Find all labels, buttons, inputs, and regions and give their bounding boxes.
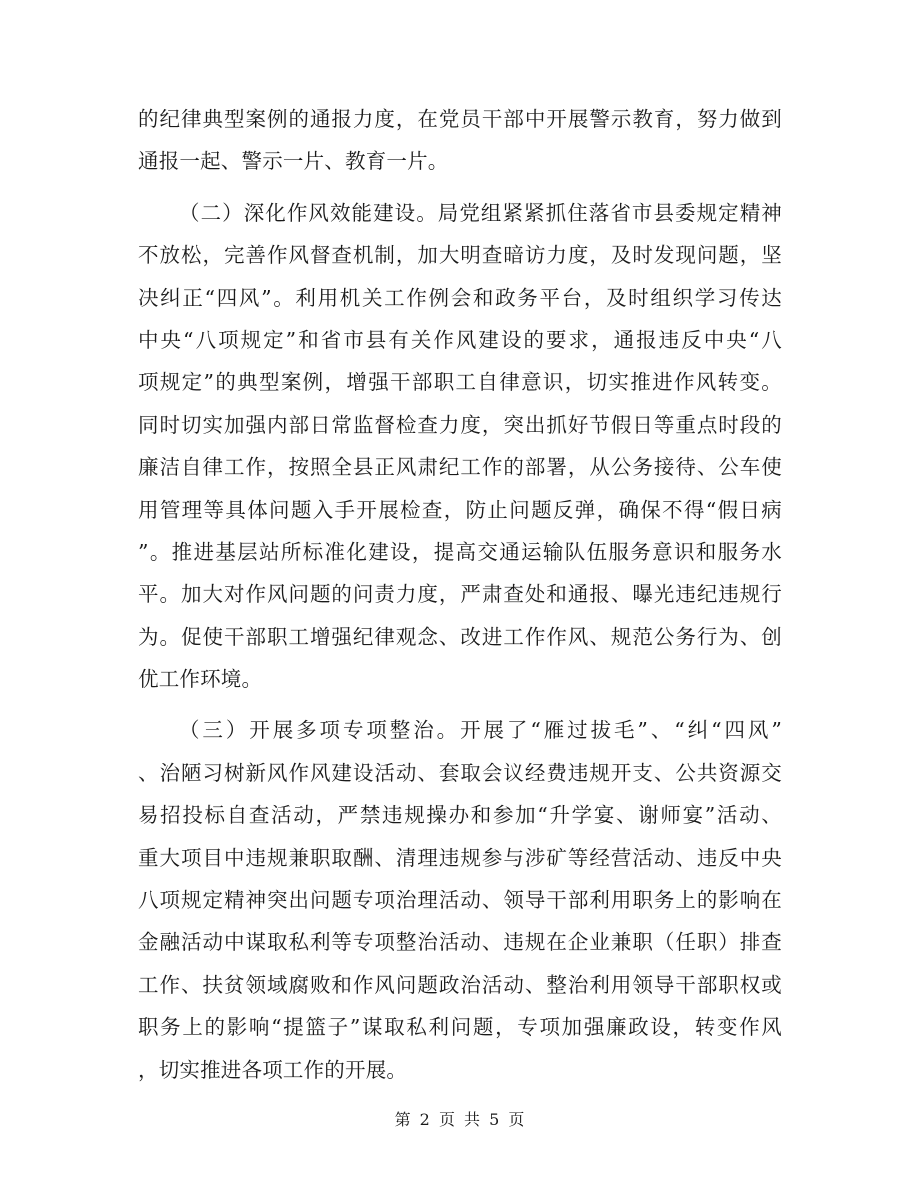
text-line: 、治陋习树新风作风建设活动、套取会议经费违规开支、公共资源交 [138, 760, 782, 785]
text-line: 通报一起、警示一片、教育一片。 [138, 149, 449, 174]
text-line: 的纪律典型案例的通报力度，在党员干部中开展警示教育，努力做到 [138, 107, 782, 131]
text-line: 项规定”的典型案例，增强干部职工自律意识，切实推进作风转变。 [138, 370, 782, 395]
text-line: 中央“八项规定”和省市县有关作风建设的要求，通报违反中央“八 [138, 327, 782, 352]
text-line: 廉洁自律工作，按照全县正风肃纪工作的部署，从公务接待、公车使 [138, 455, 782, 480]
text-line: 用管理等具体问题入手开展检查，防止问题反弹，确保不得“假日病 [138, 497, 782, 522]
text-line: （三）开展多项专项整治。开展了“雁过拔毛”、“纠“四风” [179, 718, 782, 743]
text-line: 平。加大对作风问题的问责力度，严肃查处和通报、曝光违纪违规行 [138, 582, 782, 607]
text-line: 重大项目中违规兼职取酬、清理违规参与涉矿等经营活动、违反中央 [138, 845, 782, 870]
text-line: （二）深化作风效能建设。局党组紧紧抓住落省市县委规定精神 [179, 200, 782, 225]
text-line: 决纠正“四风”。利用机关工作例会和政务平台，及时组织学习传达 [138, 285, 782, 310]
text-line: 为。促使干部职工增强纪律观念、改进工作作风、规范公务行为、创 [138, 624, 782, 649]
page-number-footer: 第 2 页 共 5 页 [394, 1110, 526, 1129]
text-line: 职务上的影响“提篮子”谋取私利问题，专项加强廉政设，转变作风 [138, 1015, 782, 1040]
text-line: 优工作环境。 [138, 667, 263, 692]
text-line: 工作、扶贫领域腐败和作风问题政治活动、整治利用领导干部职权或 [138, 972, 782, 997]
text-line: ，切实推进各项工作的开展。 [138, 1057, 408, 1082]
text-line: 八项规定精神突出问题专项治理活动、领导干部利用职务上的影响在 [138, 888, 782, 913]
text-line: 易招投标自查活动，严禁违规操办和参加“升学宴、谢师宴”活动、 [138, 803, 782, 828]
paragraph-1 [138, 98, 782, 183]
document-body [138, 98, 782, 1091]
paragraph-3 [138, 709, 782, 1091]
text-line: 不放松，完善作风督查机制，加大明查暗访力度，及时发现问题，坚 [138, 243, 782, 268]
text-line: ”。推进基层站所标准化建设，提高交通运输队伍服务意识和服务水 [138, 539, 782, 564]
text-line: 同时切实加强内部日常监督检查力度，突出抓好节假日等重点时段的 [138, 412, 782, 437]
text-line: 金融活动中谋取私利等专项整治活动、违规在企业兼职（任职）排查 [138, 930, 782, 955]
paragraph-2 [138, 192, 782, 701]
